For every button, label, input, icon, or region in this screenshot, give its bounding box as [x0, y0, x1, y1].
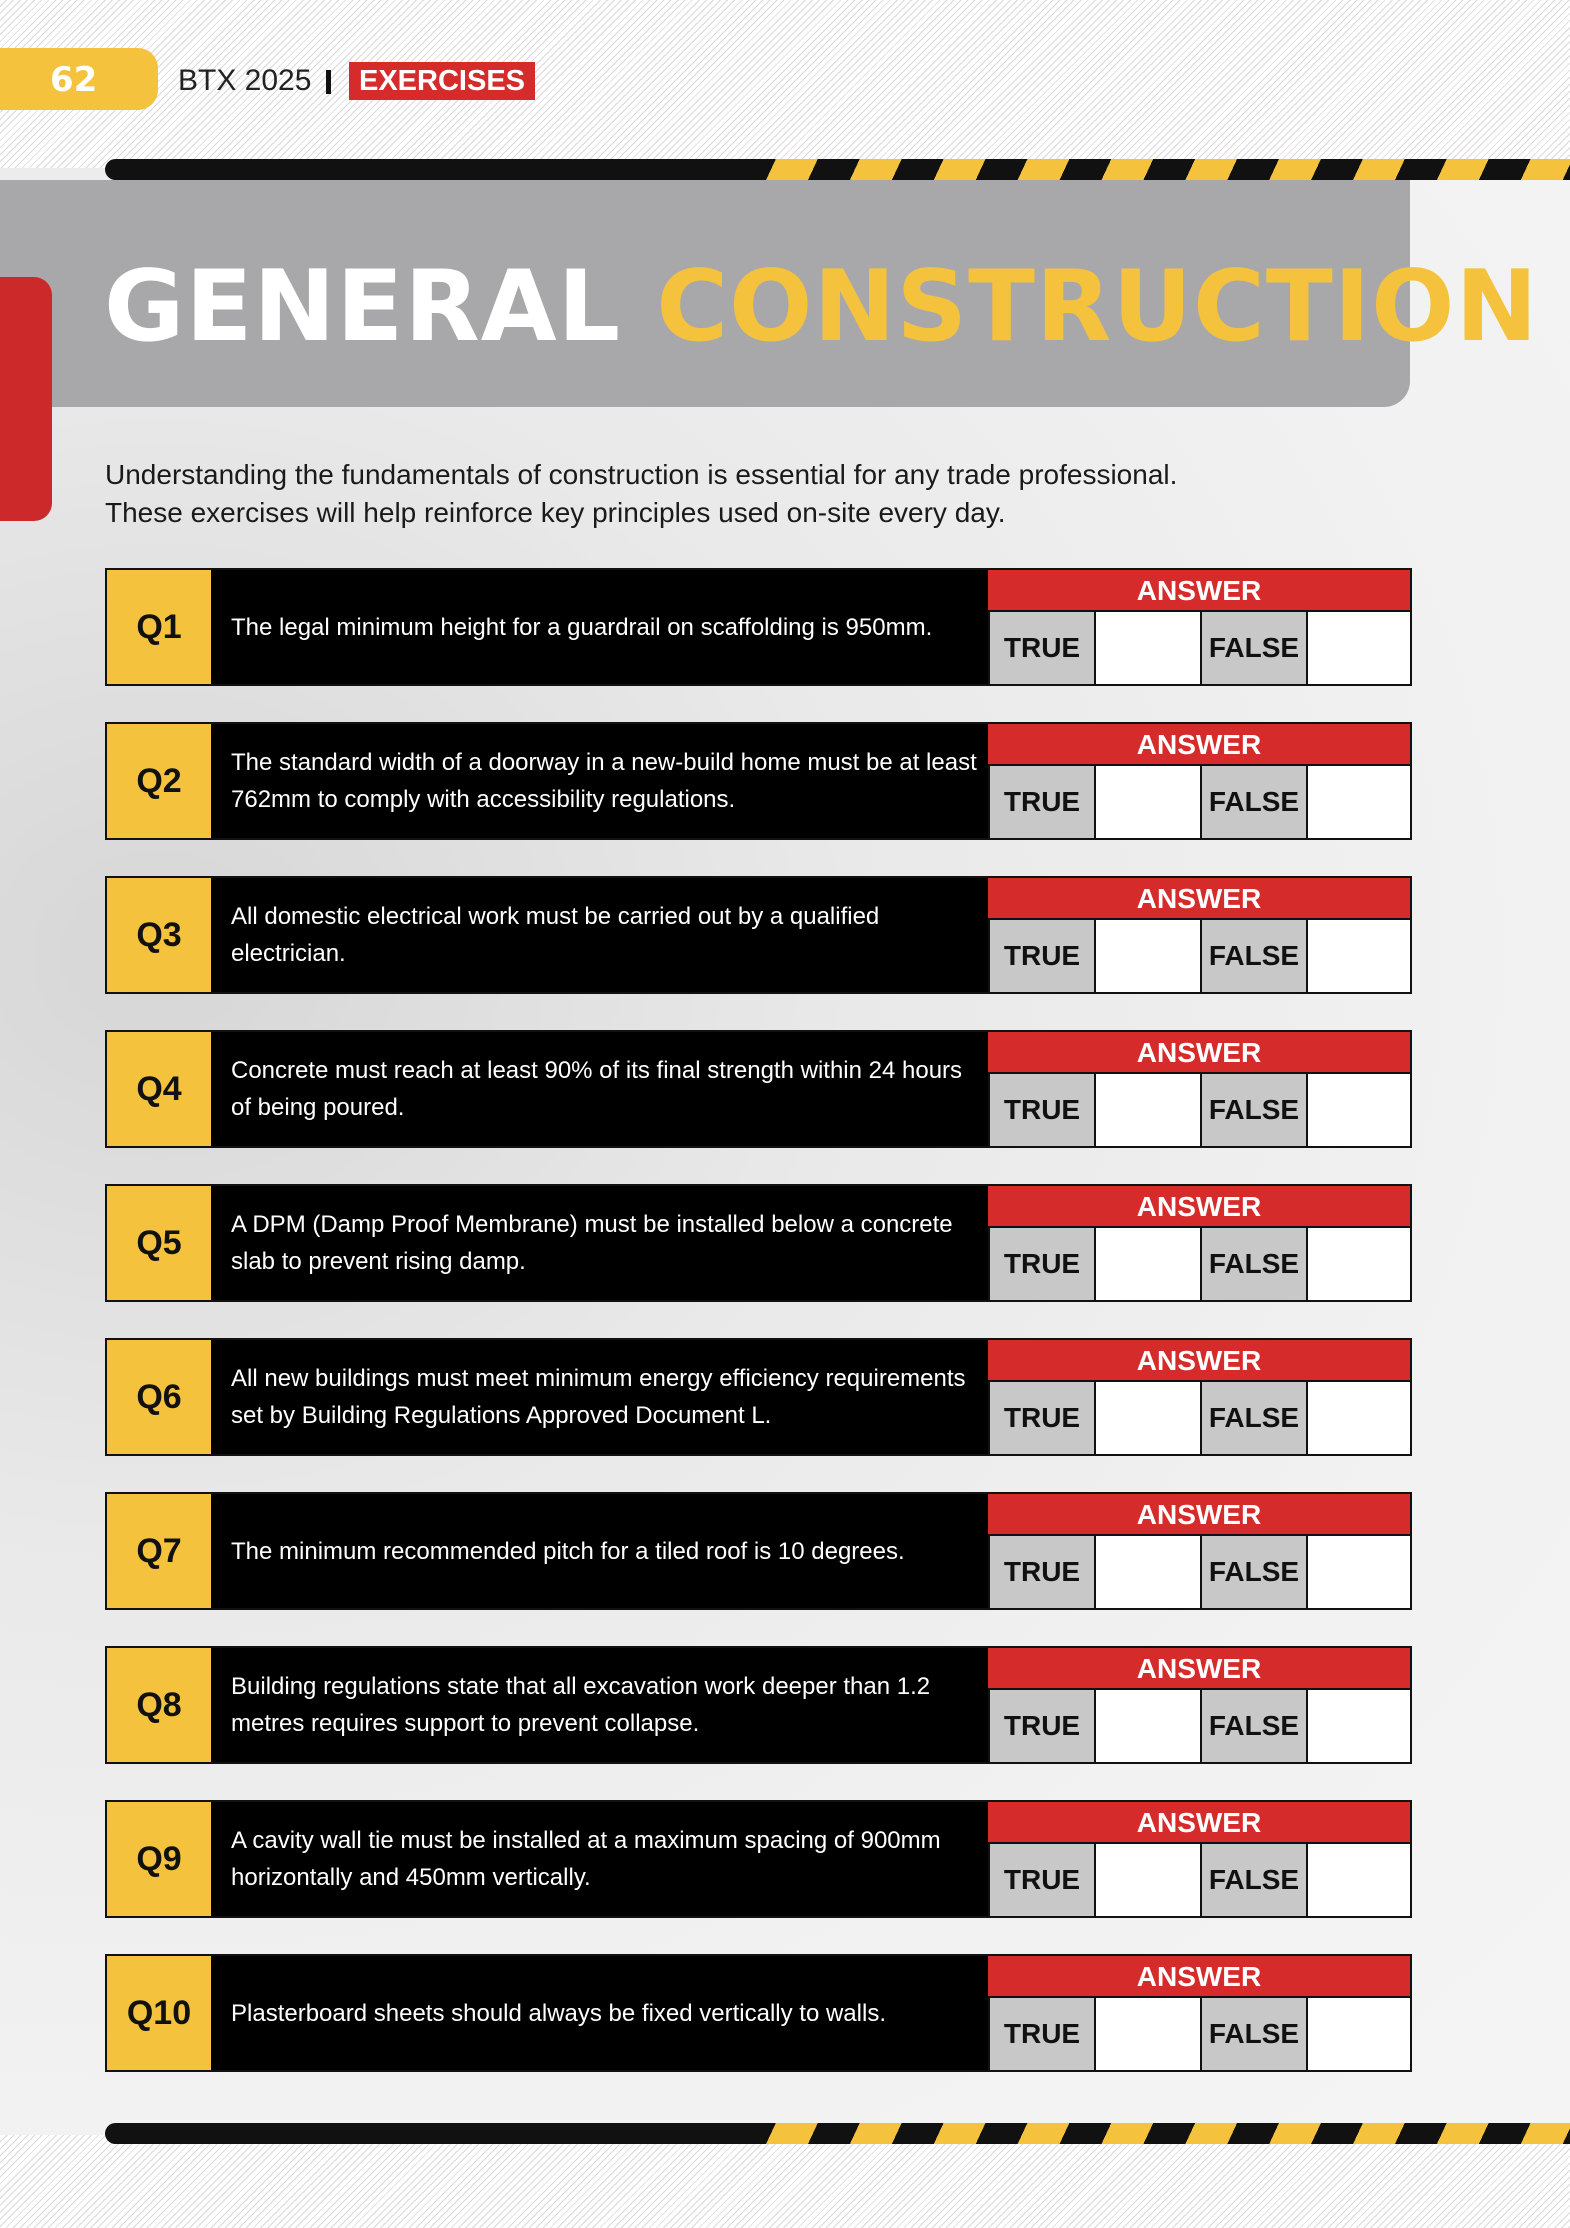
answer-heading: ANSWER: [988, 724, 1410, 766]
true-answer-box[interactable]: [1094, 1844, 1200, 1916]
false-label: FALSE: [1200, 612, 1306, 684]
true-label: TRUE: [988, 766, 1094, 838]
intro-line-2: These exercises will help reinforce key principles used on-site every day.: [105, 497, 1006, 528]
answer-heading: ANSWER: [988, 878, 1410, 920]
question-number: Q1: [107, 570, 211, 684]
title-part-1: GENERAL: [104, 250, 622, 364]
question-text: A cavity wall tie must be installed at a maximum spacing of 900mm horizontally and 450mm vertically.: [231, 1827, 941, 1891]
question-text: All new buildings must meet minimum energy efficiency requirements set by Building Regulations Approved Document L.: [231, 1365, 966, 1429]
false-answer-box[interactable]: [1306, 1074, 1410, 1146]
true-answer-box[interactable]: [1094, 920, 1200, 992]
question-text: All domestic electrical work must be carried out by a qualified electrician.: [231, 903, 880, 967]
question-number: Q2: [107, 724, 211, 838]
question-text: Building regulations state that all excavation work deeper than 1.2 metres requires support to prevent collapse.: [231, 1673, 931, 1737]
question-text: Plasterboard sheets should always be fixed vertically to walls.: [231, 1999, 886, 2027]
true-answer-box[interactable]: [1094, 1690, 1200, 1762]
false-label: FALSE: [1200, 1844, 1306, 1916]
title-part-2: CONSTRUCTION: [656, 250, 1539, 364]
false-answer-box[interactable]: [1306, 920, 1410, 992]
question-row: [105, 1646, 1412, 1764]
true-label: TRUE: [988, 1844, 1094, 1916]
true-label: TRUE: [988, 1228, 1094, 1300]
answer-heading: ANSWER: [988, 570, 1410, 612]
question-row: [105, 1030, 1412, 1148]
false-answer-box[interactable]: [1306, 1690, 1410, 1762]
false-label: FALSE: [1200, 1690, 1306, 1762]
question-text: Concrete must reach at least 90% of its final strength within 24 hours of being poured.: [231, 1057, 963, 1121]
question-number: Q4: [107, 1032, 211, 1146]
question-row: [105, 876, 1412, 994]
question-row: [105, 1800, 1412, 1918]
question-number: Q3: [107, 878, 211, 992]
page-number: 62: [50, 60, 98, 100]
question-number: Q6: [107, 1340, 211, 1454]
true-label: TRUE: [988, 1074, 1094, 1146]
true-answer-box[interactable]: [1094, 612, 1200, 684]
question-number: Q9: [107, 1802, 211, 1916]
section-badge: EXERCISES: [349, 62, 535, 100]
question-row: [105, 568, 1412, 686]
publication-name: BTX 2025: [178, 64, 312, 97]
false-label: FALSE: [1200, 1536, 1306, 1608]
intro-text: [105, 456, 1405, 532]
question-row: [105, 722, 1412, 840]
hazard-stripe-bottom: [105, 2123, 1570, 2144]
true-label: TRUE: [988, 1382, 1094, 1454]
question-number: Q5: [107, 1186, 211, 1300]
false-label: FALSE: [1200, 1382, 1306, 1454]
question-row: [105, 1338, 1412, 1456]
answer-heading: ANSWER: [988, 1648, 1410, 1690]
question-text: The minimum recommended pitch for a tiled roof is 10 degrees.: [231, 1537, 905, 1565]
answer-heading: ANSWER: [988, 1186, 1410, 1228]
answer-heading: ANSWER: [988, 1956, 1410, 1998]
false-answer-box[interactable]: [1306, 1844, 1410, 1916]
false-answer-box[interactable]: [1306, 1998, 1410, 2070]
true-label: TRUE: [988, 1536, 1094, 1608]
true-label: TRUE: [988, 920, 1094, 992]
question-row: [105, 1954, 1412, 2072]
false-answer-box[interactable]: [1306, 1382, 1410, 1454]
true-answer-box[interactable]: [1094, 1998, 1200, 2070]
true-label: TRUE: [988, 612, 1094, 684]
intro-line-1: Understanding the fundamentals of construction is essential for any trade professional.: [105, 459, 1178, 490]
true-answer-box[interactable]: [1094, 1074, 1200, 1146]
false-label: FALSE: [1200, 1228, 1306, 1300]
true-answer-box[interactable]: [1094, 766, 1200, 838]
true-answer-box[interactable]: [1094, 1228, 1200, 1300]
question-row: [105, 1492, 1412, 1610]
question-text: A DPM (Damp Proof Membrane) must be installed below a concrete slab to prevent rising damp.: [231, 1211, 953, 1275]
hazard-stripe-top: [105, 159, 1570, 180]
question-number: Q7: [107, 1494, 211, 1608]
question-row: [105, 1184, 1412, 1302]
question-text: The legal minimum height for a guardrail on scaffolding is 950mm.: [231, 613, 933, 641]
answer-heading: ANSWER: [988, 1032, 1410, 1074]
false-answer-box[interactable]: [1306, 612, 1410, 684]
true-answer-box[interactable]: [1094, 1382, 1200, 1454]
false-answer-box[interactable]: [1306, 1536, 1410, 1608]
answer-heading: ANSWER: [988, 1802, 1410, 1844]
false-label: FALSE: [1200, 920, 1306, 992]
answer-heading: ANSWER: [988, 1494, 1410, 1536]
red-side-tab: [0, 277, 52, 521]
false-label: FALSE: [1200, 1074, 1306, 1146]
false-label: FALSE: [1200, 1998, 1306, 2070]
question-number: Q8: [107, 1648, 211, 1762]
page-title: [104, 250, 1539, 364]
false-answer-box[interactable]: [1306, 766, 1410, 838]
true-label: TRUE: [988, 1690, 1094, 1762]
question-number: Q10: [107, 1956, 211, 2070]
true-label: TRUE: [988, 1998, 1094, 2070]
false-label: FALSE: [1200, 766, 1306, 838]
question-text: The standard width of a doorway in a new-build home must be at least 762mm to comply with accessibility regulations.: [231, 749, 977, 813]
false-answer-box[interactable]: [1306, 1228, 1410, 1300]
answer-heading: ANSWER: [988, 1340, 1410, 1382]
true-answer-box[interactable]: [1094, 1536, 1200, 1608]
header-separator: [326, 70, 331, 94]
